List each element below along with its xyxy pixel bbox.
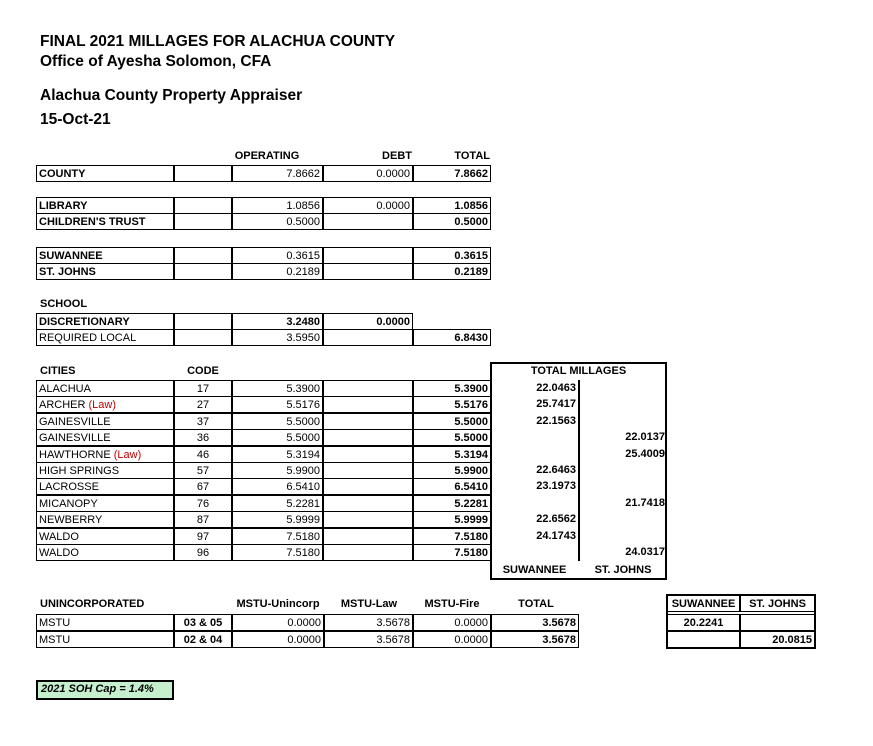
mstu-label: MSTU bbox=[36, 614, 174, 631]
city-total: 5.3900 bbox=[413, 380, 491, 397]
city-code: 37 bbox=[174, 413, 232, 430]
city-suwannee-millage: 25.7417 bbox=[490, 396, 579, 413]
col-operating-header: OPERATING bbox=[234, 150, 300, 162]
city-debt bbox=[323, 462, 413, 479]
city-operating: 7.5180 bbox=[232, 544, 323, 561]
city-code: 76 bbox=[174, 495, 232, 512]
city-operating: 6.5410 bbox=[232, 478, 323, 495]
city-stjohns-millage: 25.4009 bbox=[579, 446, 667, 463]
required-local-total: 6.8430 bbox=[413, 329, 491, 346]
stjohns-debt bbox=[323, 263, 413, 280]
mstu-unincorp: 0.0000 bbox=[232, 631, 324, 648]
city-total: 5.2281 bbox=[413, 495, 491, 512]
city-name: NEWBERRY bbox=[39, 514, 103, 527]
stjohns-total: 0.2189 bbox=[413, 263, 491, 280]
city-code: 27 bbox=[174, 396, 232, 413]
city-code: 46 bbox=[174, 446, 232, 463]
city-name: HAWTHORNE bbox=[39, 448, 111, 461]
childrens-trust-debt bbox=[323, 213, 413, 230]
city-suwannee-millage bbox=[490, 446, 579, 463]
city-name-cell bbox=[36, 544, 174, 561]
library-total: 1.0856 bbox=[413, 197, 491, 214]
city-stjohns-millage bbox=[579, 462, 667, 479]
suwannee-total: 0.3615 bbox=[413, 247, 491, 264]
library-debt: 0.0000 bbox=[323, 197, 413, 214]
mstu-law: 3.5678 bbox=[324, 614, 413, 631]
city-name-cell bbox=[36, 528, 174, 545]
city-name-cell bbox=[36, 380, 174, 397]
city-total: 5.9900 bbox=[413, 462, 491, 479]
unincorp-col-suwannee: SUWANNEE bbox=[667, 595, 740, 612]
county-code bbox=[174, 165, 232, 182]
city-name: LACROSSE bbox=[39, 481, 99, 494]
city-operating: 5.3900 bbox=[232, 380, 323, 397]
mstu-fire: 0.0000 bbox=[413, 614, 491, 631]
county-debt: 0.0000 bbox=[323, 165, 413, 182]
city-total: 5.3194 bbox=[413, 446, 491, 463]
mstu-label: MSTU bbox=[36, 631, 174, 648]
cities-footer-stjohns: ST. JOHNS bbox=[594, 564, 652, 576]
city-code: 67 bbox=[174, 478, 232, 495]
city-suwannee-millage: 23.1973 bbox=[490, 478, 579, 495]
soh-cap-note: 2021 SOH Cap = 1.4% bbox=[36, 680, 174, 700]
discretionary-debt: 0.0000 bbox=[323, 313, 413, 330]
city-code: 17 bbox=[174, 380, 232, 397]
city-operating: 5.3194 bbox=[232, 446, 323, 463]
mstu-suwannee-millage bbox=[667, 631, 740, 648]
city-stjohns-millage bbox=[579, 528, 667, 545]
city-total: 5.5176 bbox=[413, 396, 491, 413]
city-stjohns-millage: 22.0137 bbox=[579, 429, 667, 446]
city-name: HIGH SPRINGS bbox=[39, 465, 120, 477]
stjohns-label: ST. JOHNS bbox=[36, 263, 174, 280]
col-mstu-law-header: MSTU-Law bbox=[340, 598, 398, 610]
city-suwannee-millage bbox=[490, 495, 579, 512]
library-code bbox=[174, 197, 232, 214]
city-debt bbox=[323, 429, 413, 446]
city-stjohns-millage bbox=[579, 511, 667, 528]
city-operating: 7.5180 bbox=[232, 528, 323, 545]
total-millages-header: TOTAL MILLAGES bbox=[530, 365, 627, 377]
suwannee-operating: 0.3615 bbox=[232, 247, 323, 264]
childrens-trust-total: 0.5000 bbox=[413, 213, 491, 230]
mstu-total: 3.5678 bbox=[491, 631, 579, 648]
city-name-cell bbox=[36, 462, 174, 479]
discretionary-operating: 3.2480 bbox=[232, 313, 323, 330]
city-name: ALACHUA bbox=[39, 383, 91, 395]
city-code: 96 bbox=[174, 544, 232, 561]
office-name: Office of Ayesha Solomon, CFA bbox=[40, 53, 272, 70]
stjohns-operating: 0.2189 bbox=[232, 263, 323, 280]
city-debt bbox=[323, 446, 413, 463]
city-name: WALDO bbox=[39, 547, 79, 559]
city-debt bbox=[323, 495, 413, 512]
mstu-law: 3.5678 bbox=[324, 631, 413, 648]
mstu-unincorp: 0.0000 bbox=[232, 614, 324, 631]
city-total: 5.5000 bbox=[413, 413, 491, 430]
city-operating: 5.5176 bbox=[232, 396, 323, 413]
city-suwannee-millage: 22.6562 bbox=[490, 511, 579, 528]
cities-footer-suwannee: SUWANNEE bbox=[502, 564, 567, 576]
unincorporated-title: UNINCORPORATED bbox=[40, 598, 145, 610]
department-name: Alachua County Property Appraiser bbox=[40, 87, 303, 104]
mstu-stjohns-millage bbox=[740, 614, 815, 631]
city-debt bbox=[323, 478, 413, 495]
mstu-fire: 0.0000 bbox=[413, 631, 491, 648]
city-operating: 5.9900 bbox=[232, 462, 323, 479]
city-name: GAINESVILLE bbox=[39, 415, 111, 428]
city-suwannee-millage: 22.6463 bbox=[490, 462, 579, 479]
city-name-cell bbox=[36, 446, 174, 463]
city-debt bbox=[323, 528, 413, 545]
childrens-trust-operating: 0.5000 bbox=[232, 213, 323, 230]
city-debt bbox=[323, 511, 413, 528]
discretionary-label: DISCRETIONARY bbox=[36, 313, 174, 330]
county-total: 7.8662 bbox=[413, 165, 491, 182]
suwannee-label: SUWANNEE bbox=[36, 247, 174, 264]
city-total: 5.5000 bbox=[413, 429, 491, 446]
mstu-code: 03 & 05 bbox=[174, 614, 232, 631]
col-mstu-fire-header: MSTU-Fire bbox=[424, 598, 480, 610]
city-code: 57 bbox=[174, 462, 232, 479]
school-title: SCHOOL bbox=[40, 298, 88, 310]
mstu-code: 02 & 04 bbox=[174, 631, 232, 648]
childrens-trust-code bbox=[174, 213, 232, 230]
city-name: MICANOPY bbox=[39, 497, 98, 510]
report-title: FINAL 2021 MILLAGES FOR ALACHUA COUNTY bbox=[40, 33, 396, 50]
county-operating: 7.8662 bbox=[232, 165, 323, 182]
city-debt bbox=[323, 544, 413, 561]
required-local-operating: 3.5950 bbox=[232, 329, 323, 346]
city-name-cell bbox=[36, 413, 174, 430]
unincorp-col-stjohns: ST. JOHNS bbox=[740, 595, 815, 612]
city-operating: 5.5000 bbox=[232, 429, 323, 446]
report-date: 15-Oct-21 bbox=[40, 111, 111, 128]
city-debt bbox=[323, 413, 413, 430]
city-name-cell bbox=[36, 495, 174, 512]
library-operating: 1.0856 bbox=[232, 197, 323, 214]
city-name: ARCHER bbox=[39, 399, 86, 412]
city-law-note: (Law) bbox=[113, 448, 142, 461]
city-operating: 5.2281 bbox=[232, 495, 323, 512]
mstu-stjohns-millage: 20.0815 bbox=[740, 631, 815, 648]
required-local-code bbox=[174, 329, 232, 346]
city-operating: 5.5000 bbox=[232, 413, 323, 430]
library-label: LIBRARY bbox=[36, 197, 174, 214]
city-code: 36 bbox=[174, 429, 232, 446]
city-total: 7.5180 bbox=[413, 544, 491, 561]
suwannee-code bbox=[174, 247, 232, 264]
city-stjohns-millage bbox=[579, 413, 667, 430]
city-law-note: (Law) bbox=[88, 399, 117, 412]
discretionary-code bbox=[174, 313, 232, 330]
city-code: 87 bbox=[174, 511, 232, 528]
childrens-trust-label: CHILDREN'S TRUST bbox=[36, 213, 174, 230]
mstu-total: 3.5678 bbox=[491, 614, 579, 631]
col-debt-header: DEBT bbox=[382, 150, 412, 162]
city-total: 6.5410 bbox=[413, 478, 491, 495]
city-name-cell bbox=[36, 511, 174, 528]
city-name-cell bbox=[36, 478, 174, 495]
city-suwannee-millage bbox=[490, 429, 579, 446]
required-local-label: REQUIRED LOCAL bbox=[36, 329, 174, 346]
mstu-suwannee-millage: 20.2241 bbox=[667, 614, 740, 631]
code-header: CODE bbox=[187, 365, 219, 377]
city-total: 5.9999 bbox=[413, 511, 491, 528]
required-local-debt bbox=[323, 329, 413, 346]
city-name: GAINESVILLE bbox=[39, 432, 111, 445]
col-total-header: TOTAL bbox=[454, 150, 490, 162]
col-mstu-unincorp-header: MSTU-Unincorp bbox=[236, 598, 320, 610]
city-debt bbox=[323, 380, 413, 397]
city-code: 97 bbox=[174, 528, 232, 545]
city-suwannee-millage bbox=[490, 544, 579, 561]
city-stjohns-millage bbox=[579, 396, 667, 413]
city-stjohns-millage: 24.0317 bbox=[579, 544, 667, 561]
col-total-header-unincorp: TOTAL bbox=[518, 598, 554, 610]
city-name-cell bbox=[36, 429, 174, 446]
city-debt bbox=[323, 396, 413, 413]
county-label: COUNTY bbox=[36, 165, 174, 182]
city-stjohns-millage bbox=[579, 478, 667, 495]
city-stjohns-millage: 21.7418 bbox=[579, 495, 667, 512]
city-suwannee-millage: 24.1743 bbox=[490, 528, 579, 545]
city-stjohns-millage bbox=[579, 380, 667, 397]
city-name-cell bbox=[36, 396, 174, 413]
stjohns-code bbox=[174, 263, 232, 280]
cities-title: CITIES bbox=[40, 365, 76, 377]
city-total: 7.5180 bbox=[413, 528, 491, 545]
city-name: WALDO bbox=[39, 530, 79, 543]
city-operating: 5.9999 bbox=[232, 511, 323, 528]
suwannee-debt bbox=[323, 247, 413, 264]
city-suwannee-millage: 22.0463 bbox=[490, 380, 579, 397]
city-suwannee-millage: 22.1563 bbox=[490, 413, 579, 430]
